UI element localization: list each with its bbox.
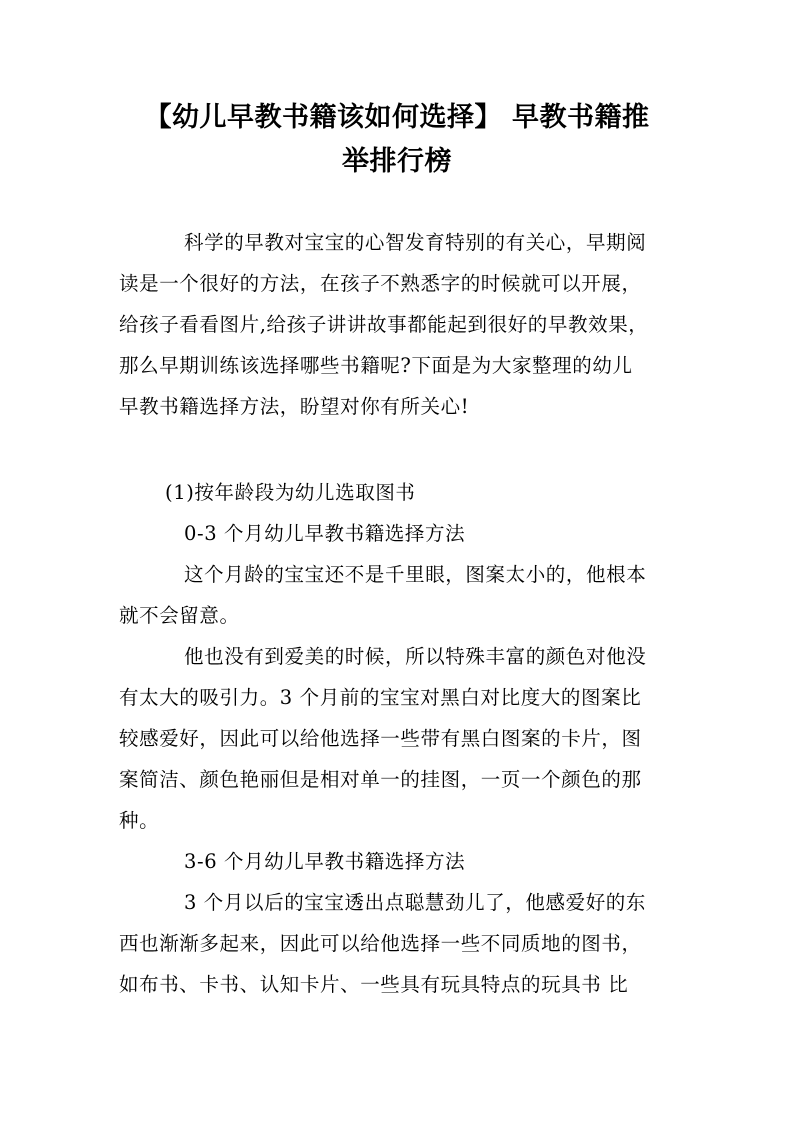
subheading-0-3-months: 0-3 个月幼儿早教书籍选择方法	[184, 522, 466, 545]
text-line: 科学的早教对宝宝的心智发育特别的有关心，早期阅	[184, 231, 647, 254]
paragraph-0-3-colors	[119, 636, 679, 841]
text-line: 那么早期训练该选择哪些书籍呢?下面是为大家整理的幼儿	[119, 354, 633, 377]
text-line: 种。	[119, 809, 160, 832]
text-line: 就不会留意。	[119, 604, 240, 627]
section-heading-age-groups: (1)按年龄段为幼儿选取图书	[165, 481, 416, 504]
text-line: 较感爱好，因此可以给他选择一些带有黑白图案的卡片，图	[119, 727, 642, 750]
subheading-3-6-months: 3-6 个月幼儿早教书籍选择方法	[184, 850, 466, 873]
text-line: 给孩子看看图片,给孩子讲讲故事都能起到很好的早教效果，	[119, 313, 649, 336]
paragraph-3-6	[119, 882, 679, 1005]
document-body	[119, 222, 679, 1005]
text-line: 案简洁、颜色艳丽但是相对单一的挂图，一页一个颜色的那	[119, 768, 642, 791]
text-line: 早教书籍选择方法，盼望对你有所关心!	[119, 395, 470, 418]
text-line: 如布书、卡书、认知卡片、一些具有玩具特点的玩具书 比	[119, 973, 629, 996]
paragraph-0-3-vision	[119, 554, 679, 636]
paragraph-gap	[119, 427, 679, 472]
text-line: 有太大的吸引力。3 个月前的宝宝对黑白对比度大的图案比	[119, 686, 642, 709]
text-line: 3 个月以后的宝宝透出点聪慧劲儿了，他感爱好的东	[184, 891, 647, 914]
title-line-2: 举排行榜	[342, 146, 452, 177]
intro-paragraph	[119, 222, 679, 427]
text-line: 西也渐渐多起来，因此可以给他选择一些不同质地的图书，	[119, 932, 642, 955]
text-line: 读是一个很好的方法，在孩子不熟悉字的时候就可以开展，	[119, 272, 642, 295]
text-line: 他也没有到爱美的时候，所以特殊丰富的颜色对他没	[184, 645, 647, 668]
document-title	[110, 96, 684, 184]
text-line: 这个月龄的宝宝还不是千里眼，图案太小的，他根本	[184, 563, 647, 586]
title-line-1: 【幼儿早教书籍该如何选择】 早教书籍推	[144, 102, 650, 133]
